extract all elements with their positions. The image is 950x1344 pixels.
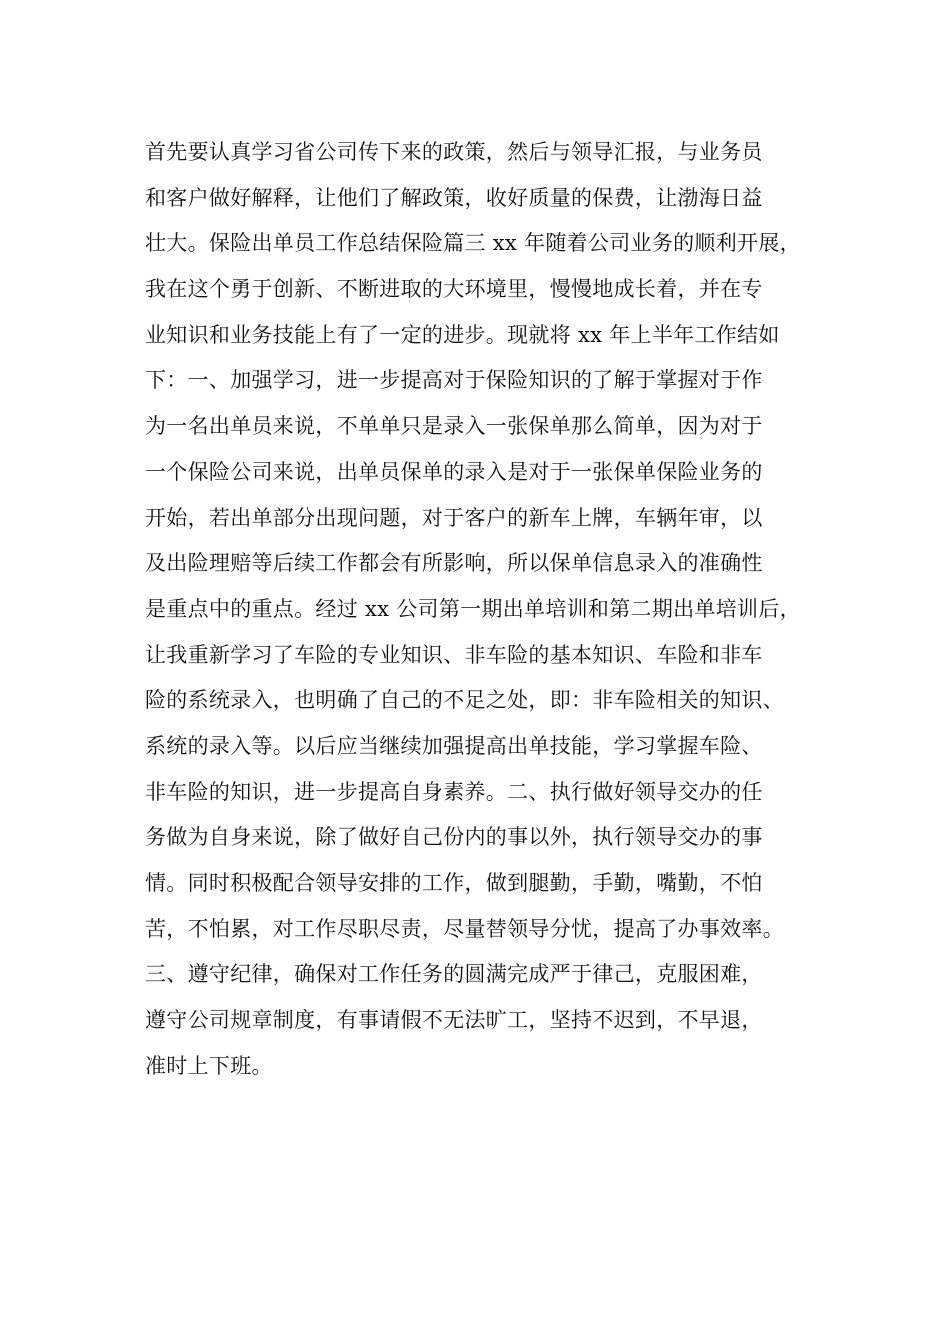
text-line: 首先要认真学习省公司传下来的政策，然后与领导汇报，与业务员 (145, 140, 763, 164)
text-line: 业知识和业务技能上有了一定的进步。现就将 xx 年上半年工作结如 (145, 322, 780, 347)
text-line: 为一名出单员来说，不单单只是录入一张保单那么简单，因为对于 (145, 414, 763, 439)
text-line: 让我重新学习了车险的专业知识、非车险的基本知识、车险和非车 (145, 642, 763, 667)
text-line: 是重点中的重点。经过 xx 公司第一期出单培训和第二期出单培训后， (145, 596, 801, 621)
text-line: 情。同时积极配合领导安排的工作，做到腿勤，手勤，嘴勤，不怕 (145, 871, 763, 895)
text-line: 非车险的知识，进一步提高自身素养。二、执行做好领导交办的任 (145, 779, 763, 804)
text-line: 一个保险公司来说，出单员保单的录入是对于一张保单保险业务的 (145, 459, 763, 484)
text-line: 险的系统录入，也明确了自己的不足之处，即：非车险相关的知识、 (145, 688, 784, 713)
text-line: 开始，若出单部分出现问题，对于客户的新车上牌，车辆年审，以 (145, 505, 763, 530)
text-line: 苦，不怕累，对工作尽职尽责，尽量替领导分忧，提高了办事效率。 (145, 916, 784, 941)
text-line: 我在这个勇于创新、不断进取的大环境里，慢慢地成长着，并在专 (145, 277, 763, 302)
text-line: 准时上下班。 (145, 1053, 273, 1078)
text-line: 系统的录入等。以后应当继续加强提高出单技能，学习掌握车险、 (145, 733, 763, 758)
text-line: 遵守公司规章制度，有事请假不无法旷工，坚持不迟到，不早退， (145, 1008, 763, 1033)
document-body (145, 130, 835, 1089)
text-line: 和客户做好解释，让他们了解政策，收好质量的保费，让渤海日益 (145, 185, 763, 210)
text-line: 下：一、加强学习，进一步提高对于保险知识的了解于掌握对于作 (145, 368, 763, 393)
text-line: 务做为自身来说，除了做好自己份内的事以外，执行领导交办的事 (145, 825, 763, 850)
text-line: 及出险理赔等后续工作都会有所影响，所以保单信息录入的准确性 (145, 551, 763, 576)
text-line: 三、遵守纪律，确保对工作任务的圆满完成严于律己，克服困难， (145, 962, 763, 987)
text-line: 壮大。保险出单员工作总结保险篇三 xx 年随着公司业务的顺利开展， (145, 231, 801, 256)
